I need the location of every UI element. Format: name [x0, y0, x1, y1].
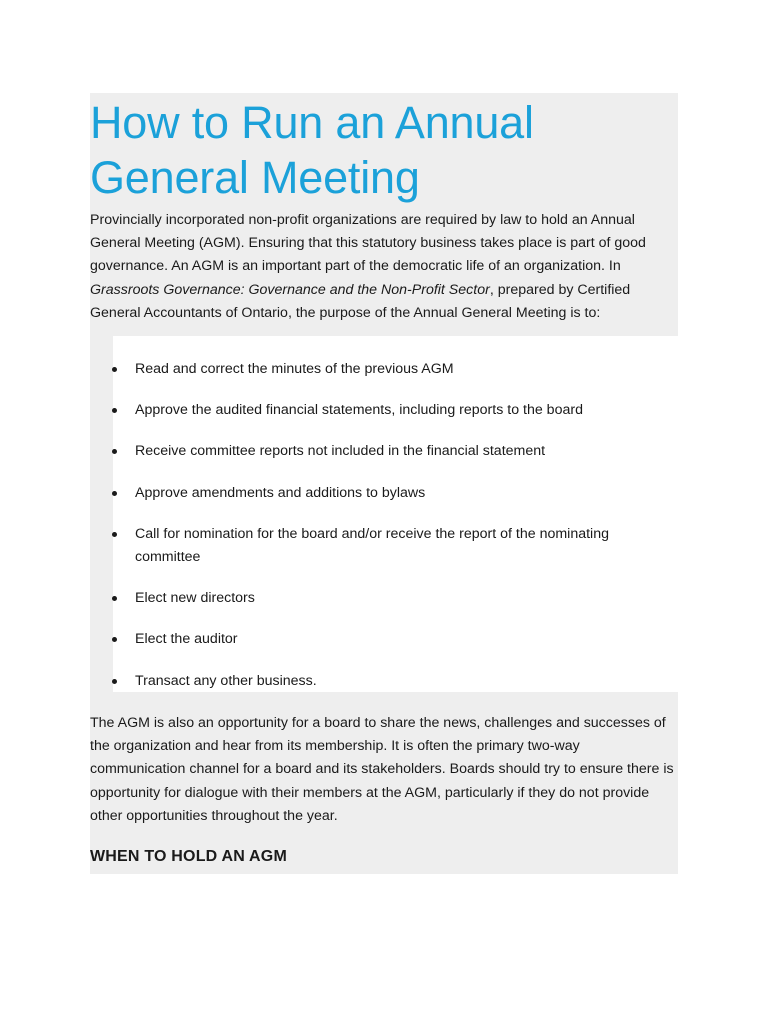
bullet-icon	[112, 679, 117, 684]
intro-text-start: Provincially incorporated non-profit organizations are required by law to hold an Annual General Meeting (AGM). Ensuring that this statutory business takes place is part of good governance. An AGM is an important part of the democratic life of an organization. In	[90, 212, 646, 275]
list-item-text: Read and correct the minutes of the previous AGM	[135, 361, 454, 378]
list-item-text: Elect new directors	[135, 590, 255, 607]
bullet-icon	[112, 637, 117, 642]
bullet-icon	[112, 491, 117, 496]
document-page	[90, 93, 678, 874]
list-item	[90, 523, 678, 569]
list-item-text: Transact any other business.	[135, 672, 317, 689]
section-heading-block	[90, 846, 678, 874]
bullet-icon	[112, 449, 117, 454]
intro-book-title: Grassroots Governance: Governance and the Non-Profit Sector	[90, 281, 490, 298]
bullet-icon	[112, 596, 117, 601]
intro-block	[90, 209, 678, 336]
list-item-text: Call for nomination for the board and/or receive the report of the nominating committee	[135, 525, 609, 566]
list-item	[90, 358, 678, 381]
list-item-text: Approve the audited financial statements, including reports to the board	[135, 402, 583, 419]
bullet-icon	[112, 408, 117, 413]
list-item	[90, 670, 678, 693]
intro-paragraph	[90, 209, 678, 325]
intro-text-end: , prepared by Certified General Accountants of Ontario, the purpose of the Annual General Meeting is to:	[90, 281, 631, 321]
list-item	[90, 482, 678, 505]
purpose-list-block	[90, 336, 678, 692]
page-title: How to Run an Annual General Meeting	[90, 97, 534, 203]
list-item	[90, 440, 678, 463]
list-item-text: Receive committee reports not included in the financial statement	[135, 443, 546, 460]
list-item	[90, 587, 678, 610]
list-item-text: Elect the auditor	[135, 631, 238, 648]
purpose-list	[90, 358, 678, 711]
title-block	[90, 93, 678, 209]
section-heading: WHEN TO HOLD AN AGM	[90, 848, 287, 866]
list-item	[90, 399, 678, 422]
closing-paragraph: The AGM is also an opportunity for a board to share the news, challenges and successes of the organization and hear from its membership. It is often the primary two-way communication channel for a board and its stakeholders. Boards should try to ensure there is opportunity for dialogue with their members at the AGM, particularly if they do not provide other opportunities throughout the year.	[90, 715, 674, 824]
list-item	[90, 628, 678, 651]
bullet-icon	[112, 532, 117, 537]
list-item-text: Approve amendments and additions to bylaws	[135, 484, 426, 501]
bullet-icon	[112, 367, 117, 372]
closing-block	[90, 692, 678, 846]
